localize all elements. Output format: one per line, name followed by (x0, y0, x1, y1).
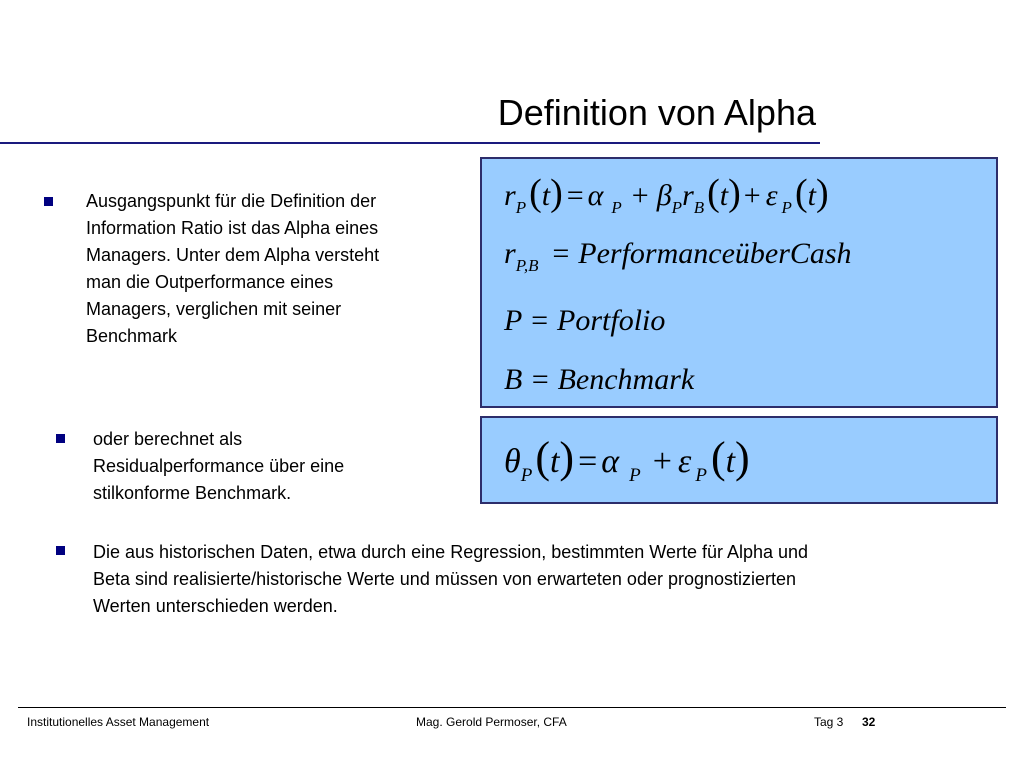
slide-title: Definition von Alpha (497, 92, 816, 133)
formula-box-definitions (480, 157, 998, 408)
bullet-3-line-2: Beta sind realisierte/historische Werte und müssen von erwarteten oder prognostizierten (93, 569, 797, 589)
footer-course-title: Institutionelles Asset Management (27, 715, 210, 729)
footer-page-number: 32 (862, 715, 876, 729)
bullet-2-line-1: oder berechnet als (93, 429, 243, 449)
rpb-subscript: P,B (515, 256, 539, 275)
bullet-square-icon (56, 546, 65, 555)
bullet-1-line-1: Ausgangspunkt für die Definition der (86, 191, 377, 211)
rpb-definition-text: = PerformanceüberCash (550, 237, 852, 270)
formula-rpb-definition (504, 237, 852, 275)
formula-box-residual-svg (482, 418, 1000, 506)
bullet-2-line-3: stilkonforme Benchmark. (93, 483, 292, 503)
bullet-1-line-6: Benchmark (86, 326, 178, 346)
formula-box-residual (480, 416, 998, 504)
title-divider (0, 142, 820, 144)
footer-day: Tag 3 (814, 715, 844, 729)
formula-benchmark: B = Benchmark (504, 363, 695, 396)
bullet-1-line-5: Managers, verglichen mit seiner (86, 299, 342, 319)
formula-portfolio: P = Portfolio (504, 304, 666, 337)
bullet-1-line-4: man die Outperformance eines (86, 272, 334, 292)
footer-divider (18, 707, 1006, 708)
rpb-symbol: r (504, 237, 516, 270)
bullet-1-line-2: Information Ratio ist das Alpha eines (86, 218, 379, 238)
bullet-square-icon (44, 197, 53, 206)
formula-theta-residual: $\theta_P(t) = \alpha$ $_P$ + ε $_P$(t) (504, 433, 750, 486)
bullet-3-line-1: Die aus historischen Daten, etwa durch eine Regression, bestimmten Werte für Alpha und (93, 542, 809, 562)
bullet-1-line-3: Managers. Unter dem Alpha versteht (86, 245, 380, 265)
footer-author: Mag. Gerold Permoser, CFA (416, 715, 567, 729)
formula-alpha-regression: $r_P(t) = \alpha$ $_P + \beta_Pr_B(t) + \varepsilon$ $_P$(t) (504, 172, 829, 217)
bullet-2-line-2: Residualperformance über eine (93, 456, 345, 476)
bullet-square-icon (56, 434, 65, 443)
bullet-3-line-3: Werten unterschieden werden. (93, 596, 338, 616)
formula-box-definitions-svg (482, 159, 1000, 410)
